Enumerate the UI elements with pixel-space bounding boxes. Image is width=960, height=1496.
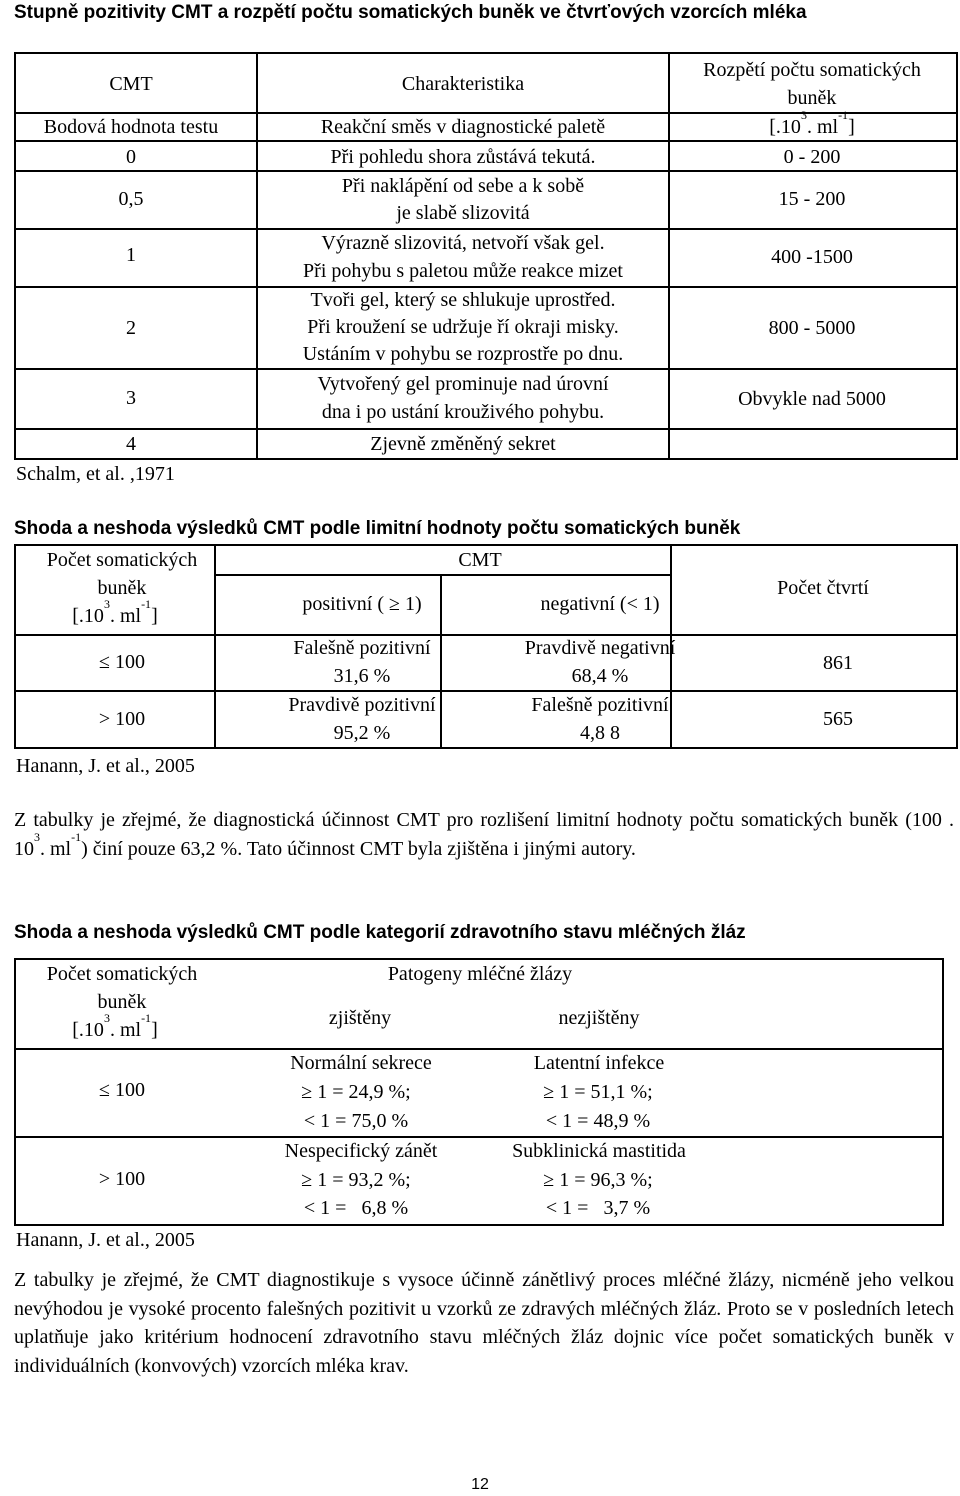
row-label: > 100 [98, 708, 146, 730]
row-found-category: Nespecifický zánět [284, 1140, 438, 1162]
col-range-header-line2: buněk [787, 87, 837, 109]
row-label: ≤ 100 [99, 651, 145, 673]
row-found-positive: ≥ 1 = 93,2 %; [301, 1169, 411, 1191]
col-range-header-line1: Rozpětí počtu somatických [703, 59, 921, 81]
row-range: 0 - 200 [783, 146, 841, 168]
paragraph-efficiency: Z tabulky je zřejmé, že diagnostická účinnost CMT pro rozlišení limitní hodnoty počtu somatických buněk (100 . $10^3$. $ml^{-1}$) činí pouze 63,2 %. Tato účinnost CMT byla zjištěna i jinými autory. [14, 809, 954, 860]
row-notfound-negative: < 1 = 3,7 % [545, 1197, 651, 1219]
col-cell-count-header-line1: Počet somatických [46, 549, 198, 571]
source-citation: Schalm, et al. ,1971 [16, 463, 175, 485]
row-negative-result: Falešně pozitivní [531, 694, 669, 716]
col-notfound-header: nezjištěny [558, 1007, 640, 1029]
row-score: 0 [126, 146, 136, 168]
row-label: > 100 [98, 1168, 146, 1190]
row-notfound-category: Latentní infekce [533, 1052, 665, 1074]
row-score: 1 [126, 244, 136, 266]
col-pathogens-header: Patogeny mléčné žlázy [387, 963, 573, 985]
row-score: 0,5 [118, 188, 144, 210]
row-characteristic: Vytvořený gel prominuje nad úrovní [317, 373, 609, 395]
row-score: 3 [126, 387, 136, 409]
row-found-category: Normální sekrece [290, 1052, 432, 1074]
row-positive-value: 31,6 % [333, 665, 391, 687]
row-notfound-category: Subklinická mastitida [512, 1140, 686, 1162]
sub-score-header: Bodová hodnota testu [43, 116, 219, 138]
row-count: 565 [823, 708, 853, 730]
row-positive-result: Pravdivě pozitivní [288, 694, 436, 716]
section1-title: Stupně pozitivity CMT a rozpětí počtu somatických buněk ve čtvrťových vzorcích mléka [14, 2, 807, 23]
row-range: 15 - 200 [778, 188, 846, 210]
col-positive-header: positivní ( ≥ 1) [302, 593, 422, 615]
row-characteristic: Při kroužení se udržuje ří okraji misky. [307, 316, 619, 338]
col-cell-count-unit: [$.10^3$. $ml^{-1}$] [72, 1011, 158, 1041]
row-notfound-negative: < 1 = 48,9 % [545, 1110, 651, 1132]
col-characteristics-header: Charakteristika [401, 73, 525, 95]
page-number: 12 [471, 1476, 489, 1493]
source-citation: Hanann, J. et al., 2005 [16, 1229, 195, 1251]
row-found-positive: ≥ 1 = 24,9 %; [301, 1081, 411, 1103]
row-negative-value: 4,8 8 [580, 722, 620, 744]
sub-mixture-header: Reakční směs v diagnostické paletě [320, 116, 606, 138]
row-score: 4 [126, 433, 136, 455]
row-label: ≤ 100 [99, 1079, 145, 1101]
row-found-negative: < 1 = 6,8 % [303, 1197, 409, 1219]
col-cmt-header: CMT [458, 549, 502, 571]
col-cell-count-unit: [$.10^3$. $ml^{-1}$] [72, 597, 158, 627]
row-characteristic: Při pohledu shora zůstává tekutá. [330, 146, 596, 168]
section2-title: Shoda a neshoda výsledků CMT podle limitní hodnoty počtu somatických buněk [14, 518, 741, 539]
col-cmt-header: CMT [109, 73, 153, 95]
row-positive-result: Falešně pozitivní [293, 637, 431, 659]
row-characteristic: Zjevně změněný sekret [370, 433, 556, 455]
col-found-header: zjištěny [328, 1007, 392, 1029]
row-characteristic: dna i po ustání krouživého pohybu. [321, 401, 605, 423]
row-notfound-positive: ≥ 1 = 51,1 %; [543, 1081, 653, 1103]
row-characteristic: Ustáním v pohybu se rozprostře po dnu. [302, 343, 624, 365]
row-count: 861 [823, 652, 853, 674]
col-negative-header: negativní (< 1) [540, 593, 660, 615]
col-quarter-count-header: Počet čtvrtí [777, 577, 869, 599]
paragraph-conclusion: Z tabulky je zřejmé, že CMT diagnostikuje s vysoce účinně zánětlivý proces mléčné žlázy, nicméně jeho velkou nevýhodou je vysoké procento falešných pozitivit u vzorků ze zdravých mléčných žláz. Proto se v posledních letech uplatňuje jako kritérium hodnocení zdravotního stavu mléčných žláz dojnic více počet somatických buněk v individuálních (konvových) vzorcích mléka krav. [14, 1269, 954, 1377]
row-negative-result: Pravdivě negativní [524, 637, 676, 659]
row-characteristic: Při pohybu s paletou může reakce mizet [303, 260, 623, 282]
row-range: Obvykle nad 5000 [738, 388, 886, 410]
source-citation: Hanann, J. et al., 2005 [16, 755, 195, 777]
col-cell-count-header-line2: buněk [97, 577, 147, 599]
row-range: 400 -1500 [771, 246, 853, 268]
row-score: 2 [126, 317, 136, 339]
row-positive-value: 95,2 % [333, 722, 391, 744]
sub-unit-header: [$.10^3$. $ml^{-1}$] [769, 108, 855, 138]
section3-title: Shoda a neshoda výsledků CMT podle kategorií zdravotního stavu mléčných žláz [14, 922, 746, 943]
row-negative-value: 68,4 % [571, 665, 629, 687]
row-found-negative: < 1 = 75,0 % [303, 1110, 409, 1132]
col-cell-count-header-line2: buněk [97, 991, 147, 1013]
row-characteristic: Výrazně slizovitá, netvoří však gel. [321, 232, 605, 254]
row-range: 800 - 5000 [768, 317, 856, 339]
row-characteristic: Při naklápění od sebe a k sobě [341, 175, 585, 197]
row-characteristic: je slabě slizovitá [396, 202, 530, 224]
row-notfound-positive: ≥ 1 = 96,3 %; [543, 1169, 653, 1191]
row-characteristic: Tvoři gel, který se shlukuje uprostřed. [310, 289, 616, 311]
col-cell-count-header-line1: Počet somatických [46, 963, 198, 985]
